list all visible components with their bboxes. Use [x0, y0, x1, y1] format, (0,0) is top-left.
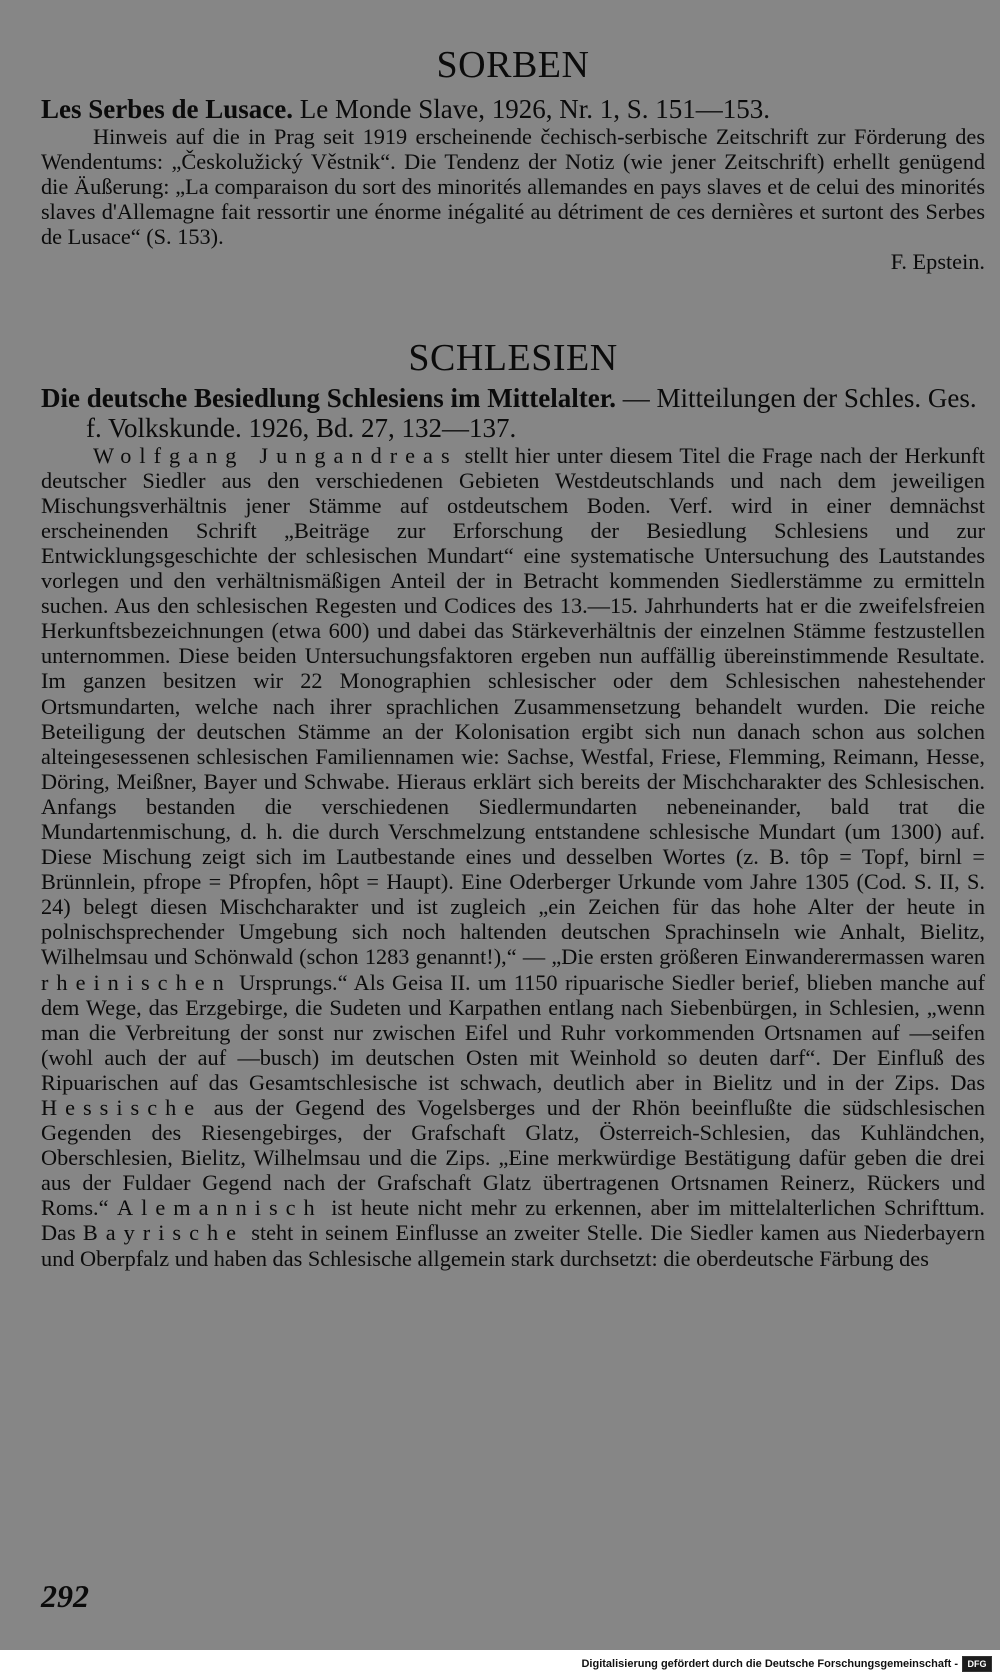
entry-text-schlesien	[41, 443, 985, 1271]
footer-bar	[0, 1650, 1000, 1679]
emphasis-hessische: Hessische	[41, 1095, 203, 1120]
emphasis-bayrische: Bayrische	[82, 1220, 245, 1246]
signature: F. Epstein.	[890, 249, 985, 275]
page-content	[41, 40, 985, 1271]
section-sorben	[41, 40, 985, 275]
entry-source-sorben: Le Monde Slave, 1926, Nr. 1, S. 151—153.	[293, 94, 770, 124]
entry-title-sorben: Les Serbes de Lusace.	[41, 94, 293, 124]
entry-source-schlesien: — Mitteilungen der Schles. Ges. f. Volkskunde. 1926, Bd. 27, 132—137.	[86, 382, 977, 443]
entry-title-schlesien: Die deutsche Besiedlung Schlesiens im Mittelalter.	[41, 382, 616, 413]
section-title-sorben: SORBEN	[436, 44, 590, 86]
entry-text-sorben	[41, 124, 985, 275]
author-name: Wolfgang Jungandreas	[93, 442, 458, 468]
entry-heading-sorben	[41, 94, 985, 124]
text-part-4: ist heute nicht mehr zu erkennen, aber im mittelalterlichen Schrifttum. Das	[41, 1195, 985, 1246]
section-title-schlesien: SCHLESIEN	[408, 336, 618, 379]
emphasis-rheinischen: rheinischen	[41, 969, 232, 995]
entry-heading-schlesien	[41, 383, 985, 443]
text-part-5: steht in seinem Einflusse an zweiter Stelle. Die Siedler kamen aus Niederbayern und Oberpfalz und haben das Schlesische allgemein stark durchsetzt: die oberdeutsche Färbung des	[41, 1220, 985, 1271]
page-number: 292	[41, 1578, 89, 1614]
emphasis-alemannisch: Alemannisch	[117, 1195, 323, 1221]
text-part-2: Ursprungs.“ Als Geisa II. um 1150 ripuarische Siedler berief, blieben manche auf dem Wege, das Erzgebirge, die Sudeten und Karpathen entlang nach Siebenbürgen, in Schlesien, „wenn man die Verbreitung der sonst nur zwischen Eifel und Ruhr vorkommenden Ortsnamen auf —seifen (wohl auch der auf —busch) im deutschen Osten mit Weinhold so deuten darf“. Der Einfluß des Ripuarischen auf das Gesamtschlesische ist schwach, deutlich aber in Bielitz und in der Zips. Das	[41, 969, 985, 1095]
section-schlesien	[41, 333, 985, 1271]
text-part-3: aus der Gegend des Vogelsberges und der Rhön beeinflußte die südschlesischen Gegenden des Riesengebirges, der Grafschaft Glatz, Österreich-Schlesien, das Kuhländchen, Oberschlesien, Bielitz, Wilhelmsau und die Zips. „Eine merkwürdige Bestätigung dafür geben die drei aus der Fuldaer Gegend nach der Grafschaft Glatz übertragenen Ortsnamen Reinerz, Rückers und Roms.“	[41, 1095, 985, 1221]
dfg-logo-icon: DFG	[962, 1656, 992, 1672]
text-part-1: stellt hier unter diesem Titel die Frage nach der Herkunft deutscher Siedler aus den verschiedenen Gebieten Westdeutschlands und nach dem jeweiligen Mischungsverhältnis jener Stämme auf ostdeutschem Boden. Verf. wird in einer demnächst erscheinenden Schrift „Beiträge zur Erforschung der Besiedlung Schlesiens und zur Entwicklungsgeschichte der schlesischen Mundart“ eine systematische Untersuchung des Lautstandes vorlegen und den verhältnismäßigen Anteil der in Betracht kommenden Siedlerstämme zu ermitteln suchen. Aus den schlesischen Regesten und Codices des 13.—15. Jahrhunderts hat er die zweifelsfreien Herkunftsbezeichnungen (etwa 600) und dabei das Stärkeverhältnis der einzelnen Stämme festzustellen unternommen. Diese beiden Untersuchungsfaktoren ergeben nun auffällig übereinstimmende Resultate. Im ganzen besitzen wir 22 Monographien schlesischer oder dem Schlesischen nahestehender Ortsmundarten, welche nach ihrer sprachlichen Zusammensetzung behandelt wurden. Die reiche Beteiligung der deutschen Stämme an der Kolonisation ergibt sich nun danach schon aus solchen alteingesessenen schlesischen Familiennamen wie: Sachse, Westfal, Friese, Flemming, Reimann, Hesse, Döring, Meißner, Bayer und Schwabe. Hieraus erklärt sich bereits der Mischcharakter des Schlesischen. Anfangs bestanden die verschiedenen Siedlermundarten nebeneinander, bald trat die Mundartenmischung, d. h. die durch Verschmelzung entstandene schlesische Mundart (um 1300) auf. Diese Mischung zeigt sich im Lautbestande eines und desselben Wortes (z. B. tôp = Topf, birnl = Brünnlein, pfrope = Pfropfen, hôpt = Haupt). Eine Oderberger Urkunde vom Jahre 1305 (Cod. S. II, S. 24) belegt diesen Mischcharakter und ist zugleich „ein Zeichen für das hohe Alter der heute in polnischsprechender Umgebung sich noch haltenden deutschen Sprachinseln wie Anhalt, Bielitz, Wilhelmsau und Schönwald (schon 1283 genannt!),“ — „Die ersten größeren Einwanderermassen waren	[41, 442, 985, 970]
footer-credit: Digitalisierung gefördert durch die Deutsche Forschungsgemeinschaft -	[581, 1658, 958, 1670]
entry-body-sorben: Hinweis auf die in Prag seit 1919 erscheinende čechisch-serbische Zeitschrift zur Förderung des Wendentums: „Českolužický Věstnik“. Die Tendenz der Notiz (wie jener Zeitschrift) erhellt genügend die Äußerung: „La comparaison du sort des minorités allemandes en pays slaves et de celui des minorités slaves d'Allemagne fait ressortir une énorme inégalité au détriment de ces dernières et surtont des Serbes de Lusace“ (S. 153).	[41, 124, 985, 250]
